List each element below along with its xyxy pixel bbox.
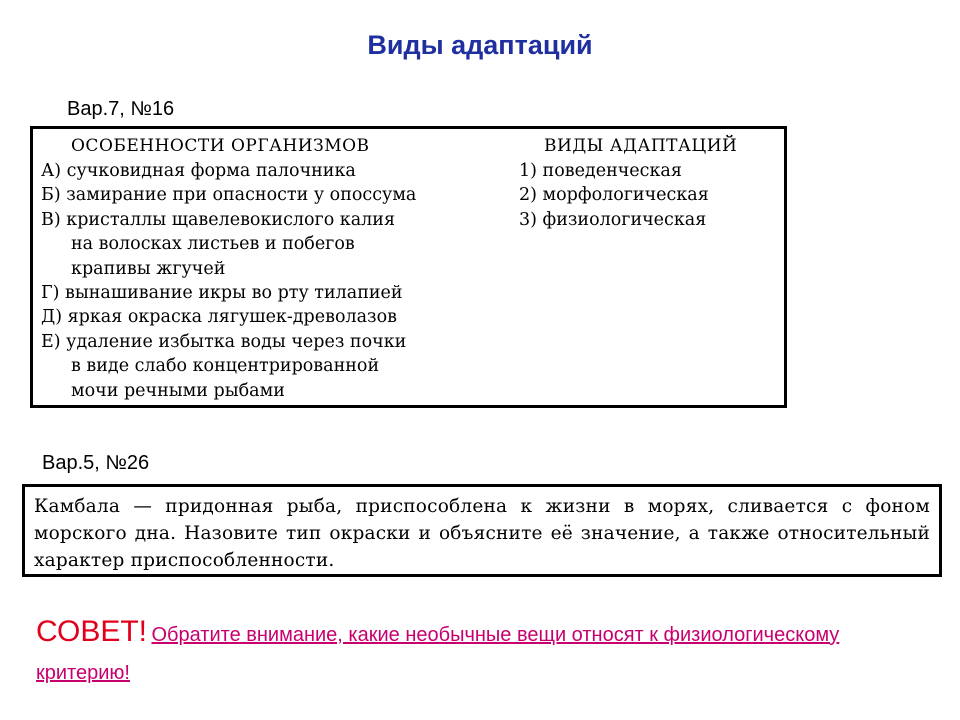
feature-line: Г) вынашивание икры во рту тилапией — [41, 283, 403, 304]
task2-text: Камбала — придонная рыба, приспособлена к жизни в морях, сливается с фоном морского дна. Назовите тип окраски и объясните её значение, а также относительный характер приспособленности. — [34, 496, 930, 571]
features-column — [41, 135, 511, 403]
advice-block — [36, 614, 936, 693]
feature-line: Д) яркая окраска лягушек-древолазов — [41, 307, 397, 328]
adaptation-type-line: 2) морфологическая — [519, 185, 709, 206]
task1-label: Вар.7, №16 — [67, 98, 175, 120]
feature-line: в виде слабо концентрированной — [71, 356, 380, 377]
feature-line: Б) замирание при опасности у опоссума — [41, 185, 417, 206]
slide-title: Виды адаптаций — [367, 30, 593, 60]
task2-box — [22, 484, 942, 577]
advice-heading: СОВЕТ! — [36, 615, 148, 648]
feature-line: крапивы жгучей — [71, 258, 226, 279]
task1-box — [30, 126, 787, 408]
adaptation-types-column — [519, 135, 779, 232]
feature-line: А) сучковидная форма палочника — [41, 161, 356, 181]
advice-link[interactable]: Обратите внимание, какие необычные вещи относят к физиологическому критерию! — [36, 624, 840, 684]
adaptation-types-header: ВИДЫ АДАПТАЦИЙ — [544, 136, 738, 156]
adaptation-type-line: 3) физиологическая — [519, 209, 707, 230]
adaptation-type-line: 1) поведенческая — [519, 161, 682, 181]
features-header: ОСОБЕННОСТИ ОРГАНИЗМОВ — [71, 136, 370, 156]
feature-line: В) кристаллы щавелевокислого калия — [41, 209, 395, 230]
feature-line: на волосках листьев и побегов — [71, 234, 355, 255]
task2-label: Вар.5, №26 — [42, 452, 150, 474]
feature-line: мочи речными рыбами — [71, 380, 285, 401]
feature-line: Е) удаление избытка воды через почки — [41, 331, 407, 352]
